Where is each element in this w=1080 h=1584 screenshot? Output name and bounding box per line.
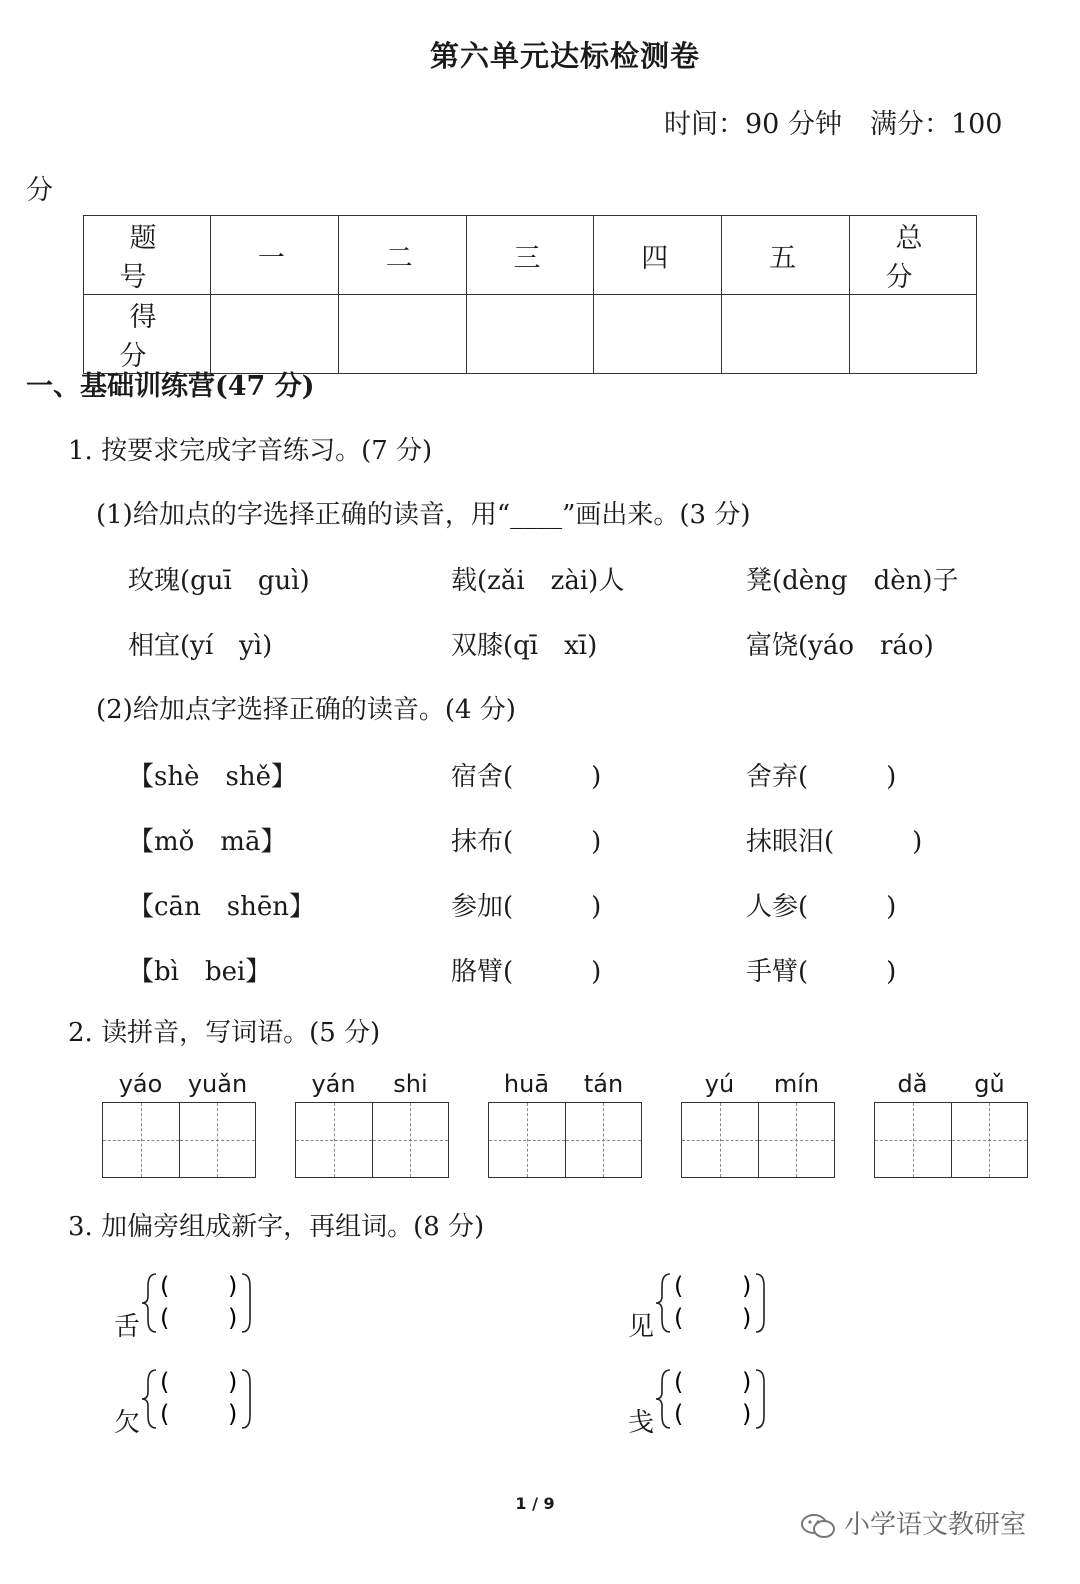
- pinyin-syllable: tán: [583, 1070, 624, 1098]
- q1-sub2-pinyin-options: 【shè shě】: [128, 762, 297, 792]
- q2-text: 2. 读拼音，写词语。(5 分): [68, 1018, 381, 1048]
- score-table-col-4: 四: [594, 216, 722, 295]
- watermark: [800, 1504, 1026, 1541]
- radical-answer-brace[interactable]: [142, 1364, 262, 1434]
- pinyin-syllable: yáo: [118, 1070, 163, 1098]
- svg-text:(: (: [160, 1400, 170, 1428]
- score-table-col-3: 三: [466, 216, 594, 295]
- q1-sub2-text: (2)给加点字选择正确的读音。(4 分): [96, 695, 516, 725]
- radical-answer-brace[interactable]: [656, 1268, 776, 1338]
- svg-text:): ): [228, 1400, 238, 1428]
- q1-sub2-pinyin-options: 【cān shēn】: [128, 892, 316, 922]
- writing-grid[interactable]: [874, 1102, 1028, 1178]
- q1-sub1-text: (1)给加点的字选择正确的读音，用“____”画出来。(3 分): [96, 500, 751, 530]
- score-cell[interactable]: [338, 295, 466, 374]
- score-cell[interactable]: [594, 295, 722, 374]
- svg-text:): ): [228, 1272, 238, 1300]
- q1-sub2-pinyin-options: 【bì bei】: [128, 957, 272, 987]
- exam-time: 时间：90 分钟: [664, 109, 842, 140]
- score-table-col-1: 一: [211, 216, 339, 295]
- writing-grid[interactable]: [102, 1102, 256, 1178]
- pinyin-syllable: huā: [503, 1070, 550, 1098]
- score-table: [83, 215, 977, 374]
- radical: 见: [628, 1312, 655, 1342]
- q1-sub2-answer[interactable]: 抹眼泪( ): [746, 827, 923, 857]
- writing-grid[interactable]: [681, 1102, 835, 1178]
- score-table-col-2: 二: [338, 216, 466, 295]
- svg-text:): ): [228, 1368, 238, 1396]
- score-table-header-row: [84, 216, 977, 295]
- score-cell[interactable]: [722, 295, 850, 374]
- svg-text:): ): [742, 1272, 752, 1300]
- svg-text:): ): [742, 1368, 752, 1396]
- exam-full-score-tail: 分: [26, 175, 53, 206]
- q1-sub2-answer[interactable]: 参加( ): [451, 892, 602, 922]
- q1-sub1-item[interactable]: 富饶(yáo ráo): [746, 631, 934, 661]
- svg-text:): ): [742, 1304, 752, 1332]
- score-cell[interactable]: [211, 295, 339, 374]
- pinyin-syllable: yú: [704, 1070, 735, 1098]
- pinyin-syllable: shi: [393, 1070, 428, 1098]
- q1-sub1-item[interactable]: 凳(dèng dèn)子: [746, 566, 959, 596]
- radical: 戋: [628, 1408, 655, 1438]
- q1-sub2-pinyin-options: 【mǒ mā】: [128, 827, 287, 857]
- q1-sub2-answer[interactable]: 人参( ): [746, 892, 897, 922]
- score-table-header-label: 题号: [84, 216, 211, 295]
- score-table-score-row: [84, 295, 977, 374]
- radical: 舌: [114, 1312, 141, 1342]
- section-1-heading: 一、基础训练营(47 分): [26, 371, 315, 402]
- watermark-text: 小学语文教研室: [844, 1510, 1027, 1540]
- svg-text:(: (: [160, 1304, 170, 1332]
- pinyin-syllable: gǔ: [974, 1070, 1005, 1098]
- pinyin-syllable: yán: [311, 1070, 356, 1098]
- pinyin-syllable: mín: [773, 1070, 820, 1098]
- radical-answer-brace[interactable]: [142, 1268, 262, 1338]
- q1-sub1-item[interactable]: 相宜(yí yì): [128, 631, 273, 661]
- q3-text: 3. 加偏旁组成新字，再组词。(8 分): [68, 1212, 485, 1242]
- page-title: 第六单元达标检测卷: [429, 39, 700, 73]
- svg-text:(: (: [160, 1272, 170, 1300]
- q1-sub2-answer[interactable]: 手臂( ): [746, 957, 897, 987]
- q1-sub1-item[interactable]: 玫瑰(guī guì): [128, 566, 310, 596]
- svg-text:(: (: [674, 1368, 684, 1396]
- q1-sub1-item[interactable]: 载(zǎi zài)人: [451, 566, 625, 596]
- pinyin-syllable: dǎ: [897, 1070, 928, 1098]
- exam-full-score: 满分：100: [869, 109, 1003, 140]
- q1-sub2-answer[interactable]: 宿舍( ): [451, 762, 602, 792]
- q1-sub1-item[interactable]: 双膝(qī xī): [451, 631, 598, 661]
- radical-answer-brace[interactable]: [656, 1364, 776, 1434]
- score-table-col-5: 五: [722, 216, 850, 295]
- svg-text:(: (: [674, 1304, 684, 1332]
- q1-sub2-answer[interactable]: 胳臂( ): [451, 957, 602, 987]
- pinyin-syllable: yuǎn: [187, 1070, 248, 1098]
- svg-text:(: (: [674, 1272, 684, 1300]
- q1-text: 1. 按要求完成字音练习。(7 分): [68, 436, 433, 466]
- score-cell[interactable]: [850, 295, 977, 374]
- score-cell[interactable]: [466, 295, 594, 374]
- svg-text:(: (: [674, 1400, 684, 1428]
- writing-grid[interactable]: [488, 1102, 642, 1178]
- score-table-score-label: 得分: [84, 295, 211, 374]
- wechat-icon: [800, 1513, 836, 1539]
- q1-sub2-answer[interactable]: 抹布( ): [451, 827, 602, 857]
- radical: 欠: [114, 1408, 141, 1438]
- q1-sub2-answer[interactable]: 舍弃( ): [746, 762, 897, 792]
- svg-text:): ): [228, 1304, 238, 1332]
- score-table-col-total: 总分: [850, 216, 977, 295]
- svg-text:(: (: [160, 1368, 170, 1396]
- page-number: 1 / 9: [515, 1494, 555, 1513]
- svg-text:): ): [742, 1400, 752, 1428]
- exam-meta: [664, 102, 1003, 141]
- writing-grid[interactable]: [295, 1102, 449, 1178]
